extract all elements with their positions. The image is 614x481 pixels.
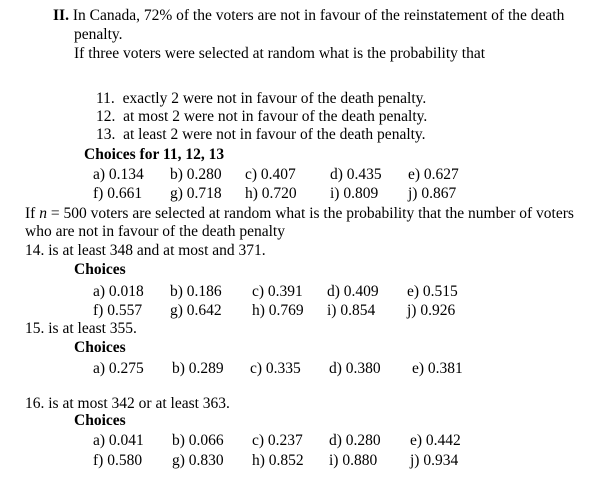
choice: c) 0.335	[250, 360, 301, 377]
choice: j) 0.934	[410, 452, 459, 469]
variable-n: n	[39, 205, 47, 222]
choice: f) 0.557	[93, 302, 143, 319]
choice: c) 0.237	[252, 432, 303, 449]
choice: d) 0.435	[330, 166, 382, 183]
choice: d) 0.380	[329, 360, 381, 377]
choice: i) 0.854	[327, 302, 376, 319]
choice: b) 0.066	[172, 432, 224, 449]
choices-heading-11-13: Choices for 11, 12, 13	[84, 146, 225, 163]
choices-heading-15: Choices	[74, 339, 126, 356]
choice: b) 0.280	[170, 166, 222, 183]
choice: i) 0.809	[330, 185, 379, 202]
choice: j) 0.926	[407, 302, 456, 319]
choice: d) 0.280	[329, 432, 381, 449]
choice: e) 0.515	[407, 283, 458, 300]
choice: h) 0.720	[245, 185, 297, 202]
question-11	[96, 90, 426, 108]
question-16: 16. is at most 342 or at least 363.	[25, 395, 230, 412]
choice: h) 0.769	[252, 302, 304, 319]
choice: g) 0.718	[170, 185, 222, 202]
choice: a) 0.275	[93, 360, 144, 377]
choice: e) 0.381	[412, 360, 463, 377]
part-b-text: = 500 voters are selected at random what is the probability that the number of voters	[46, 205, 574, 222]
choice: f) 0.661	[93, 185, 143, 202]
choice: g) 0.830	[172, 452, 224, 469]
question-text: exactly 2 were not in favour of the death penalty.	[122, 90, 427, 107]
choice: c) 0.391	[252, 283, 303, 300]
choice: b) 0.186	[170, 283, 222, 300]
question-14: 14. is at least 348 and at most and 371.	[25, 242, 266, 259]
choice: a) 0.018	[93, 283, 144, 300]
section-number: II.	[53, 7, 69, 24]
intro-line-2: penalty.	[74, 26, 123, 43]
choice: d) 0.409	[327, 283, 379, 300]
choice: c) 0.407	[245, 166, 296, 183]
question-15: 15. is at least 355.	[25, 320, 137, 337]
choice: h) 0.852	[252, 452, 304, 469]
question-number: 12.	[96, 108, 116, 125]
choice: b) 0.289	[172, 360, 224, 377]
choice: f) 0.580	[93, 452, 143, 469]
choice: a) 0.134	[93, 166, 144, 183]
question-13	[96, 126, 426, 144]
choice: j) 0.867	[408, 185, 457, 202]
intro-line-3: If three voters were selected at random what is the probability that	[74, 45, 486, 62]
part-b-line-2: who are not in favour of the death penalty	[25, 223, 285, 240]
choices-heading-16: Choices	[74, 412, 126, 429]
choice: i) 0.880	[329, 452, 378, 469]
question-text: at least 2 were not in favour of the death penalty.	[123, 126, 426, 143]
question-text: at most 2 were not in favour of the death penalty.	[123, 108, 428, 125]
part-b-line-1	[25, 205, 574, 223]
choice: e) 0.442	[410, 432, 461, 449]
choice: a) 0.041	[93, 432, 144, 449]
part-b-prefix: If	[25, 205, 36, 222]
intro-line-1	[53, 7, 564, 25]
question-number: 11.	[96, 90, 115, 107]
choice: e) 0.627	[408, 166, 459, 183]
question-number: 13.	[96, 126, 116, 143]
choices-heading-14: Choices	[74, 261, 126, 278]
intro-text-1: In Canada, 72% of the voters are not in favour of the reinstatement of the death	[72, 7, 565, 24]
question-12	[96, 108, 427, 126]
choice: g) 0.642	[170, 302, 222, 319]
